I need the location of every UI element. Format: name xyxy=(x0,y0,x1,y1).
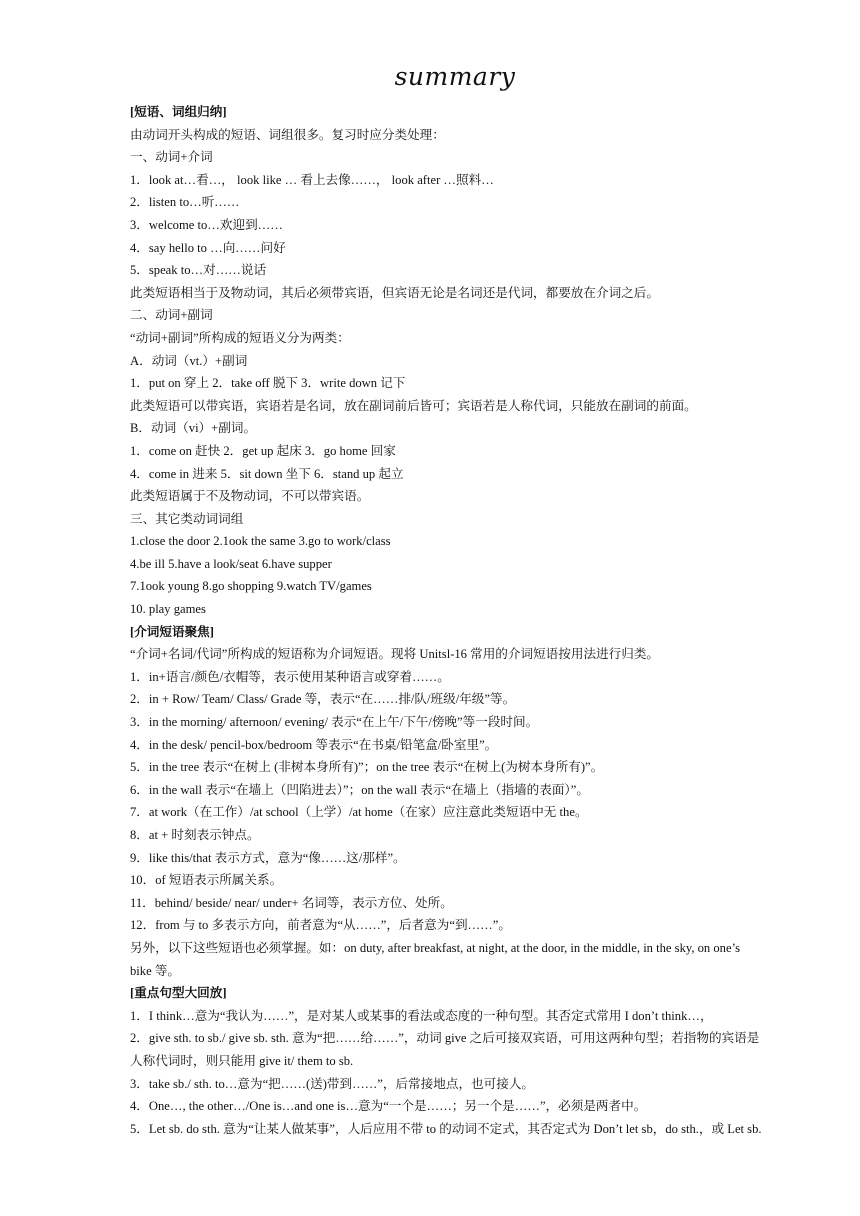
document-body xyxy=(130,101,785,1140)
text-line: 3．welcome to…欢迎到…… xyxy=(130,217,283,232)
text-line: A．动词（vt.）+副词 xyxy=(130,353,248,368)
text-line: 5．in the tree 表示“在树上 (非树本身所有)”；on the tree 表示“在树上(为树本身所有)”。 xyxy=(130,760,604,775)
text-line: 由动词开头构成的短语、词组很多。复习时应分类处理： xyxy=(130,127,445,142)
text-line: 10．of 短语表示所属关系。 xyxy=(130,873,283,888)
text-line: B．动词（vi）+副词。 xyxy=(130,421,257,436)
text-line: 1．come on 赶快 2．get up 起床 3．go home 回家 xyxy=(130,443,396,458)
text-line: 5．Let sb. do sth. 意为“让某人做某事”，人后应用不带 to 的动词不定式，其否定式为 Don’t let sb，do sth.，或 Let sb. xyxy=(130,1121,762,1136)
text-line: 1．I think…意为“我认为……”，是对某人或某事的看法或态度的一种句型。其否定式常用 I don’t think…， xyxy=(130,1008,713,1023)
text-line: 1．in+语言/颜色/衣帽等，表示使用某种语言或穿着……。 xyxy=(130,669,450,684)
text-line: “动词+副词”所构成的短语义分为两类： xyxy=(130,330,350,345)
text-line: 3．in the morning/ afternoon/ evening/ 表示“在上午/下午/傍晚”等一段时间。 xyxy=(130,715,539,730)
text-line: 8．at + 时刻表示钟点。 xyxy=(130,828,260,842)
text-line: 6．in the wall 表示“在墙上（凹陷进去）”；on the wall 表示“在墙上（指墙的表面）”。 xyxy=(130,782,589,797)
text-line: 4．One…, the other…/One is…and one is…意为“一个是……；另一个是……”，必须是两者中。 xyxy=(130,1099,647,1114)
text-line: 3．take sb./ sth. to…意为“把……(送)带到……”，后常接地点，也可接人。 xyxy=(130,1076,535,1091)
text-line: 5．speak to…对……说话 xyxy=(130,263,267,278)
text-line: 12．from 与 to 多表示方向，前者意为“从……”，后者意为“到……”。 xyxy=(130,918,511,933)
page-title: summary xyxy=(394,62,516,91)
text-line: 2．give sth. to sb./ give sb. sth. 意为“把……给……”，动词 give 之后可接双宾语，可用这两种句型；若指物的宾语是 xyxy=(130,1031,760,1046)
text-line: 三、其它类动词词组 xyxy=(130,511,244,526)
text-line: 人称代词时，则只能用 give it/ them to sb. xyxy=(130,1053,354,1068)
text-line: 1.close the door 2.1ook the same 3.go to work/class xyxy=(130,534,391,549)
text-line: 11．behind/ beside/ near/ under+ 名词等，表示方位、处所。 xyxy=(130,895,453,910)
section-heading: [介词短语聚焦] xyxy=(130,624,214,639)
text-line: bike 等。 xyxy=(130,963,181,978)
text-line: 4．in the desk/ pencil-box/bedroom 等表示“在书桌/铅笔盒/卧室里”。 xyxy=(130,737,498,752)
text-line: 9．like this/that 表示方式，意为“像……这/那样”。 xyxy=(130,850,406,865)
text-line: 二、动词+副词 xyxy=(130,308,213,323)
text-line: 7．at work（在工作）/at school（上学）/at home（在家）应注意此类短语中无 the。 xyxy=(130,805,588,820)
text-line: 4．say hello to …向……问好 xyxy=(130,240,286,255)
text-line: 1．put on 穿上 2．take off 脱下 3．write down 记下 xyxy=(130,376,406,391)
text-line: 一、动词+介词 xyxy=(130,150,213,165)
text-line: 此类短语属于不及物动词，不可以带宾语。 xyxy=(130,489,370,504)
section-heading: [重点句型大回放] xyxy=(130,986,227,1001)
text-line: 此类短语相当于及物动词，其后必须带宾语，但宾语无论是名词还是代词，都要放在介词之后。 xyxy=(130,285,659,300)
text-line: 此类短语可以带宾语，宾语若是名词，放在副词前后皆可；宾语若是人称代词，只能放在副词的前面。 xyxy=(130,398,697,413)
text-line: “介词+名词/代词”所构成的短语称为介词短语。现将 Unitsl-16 常用的介词短语按用法进行归类。 xyxy=(130,647,660,662)
text-line: 另外，以下这些短语也必须掌握。如：on duty, after breakfast, at night, at the door, in the middle, in the sky, on one’s xyxy=(130,940,740,955)
text-line: 10. play games xyxy=(130,602,206,617)
text-line: 7.1ook young 8.go shopping 9.watch TV/games xyxy=(130,579,372,594)
text-line: 4.be ill 5.have a look/seat 6.have supper xyxy=(130,556,332,571)
text-line: 2．listen to…听…… xyxy=(130,195,240,210)
section-heading: [短语、词组归纳] xyxy=(130,105,227,119)
text-line: 2．in + Row/ Team/ Class/ Grade 等，表示“在……排/队/班级/年级”等。 xyxy=(130,692,516,707)
text-line: 1．look at…看…， look like … 看上去像……， look after …照料… xyxy=(130,172,494,187)
text-line: 4．come in 进来 5．sit down 坐下 6．stand up 起立 xyxy=(130,466,404,481)
